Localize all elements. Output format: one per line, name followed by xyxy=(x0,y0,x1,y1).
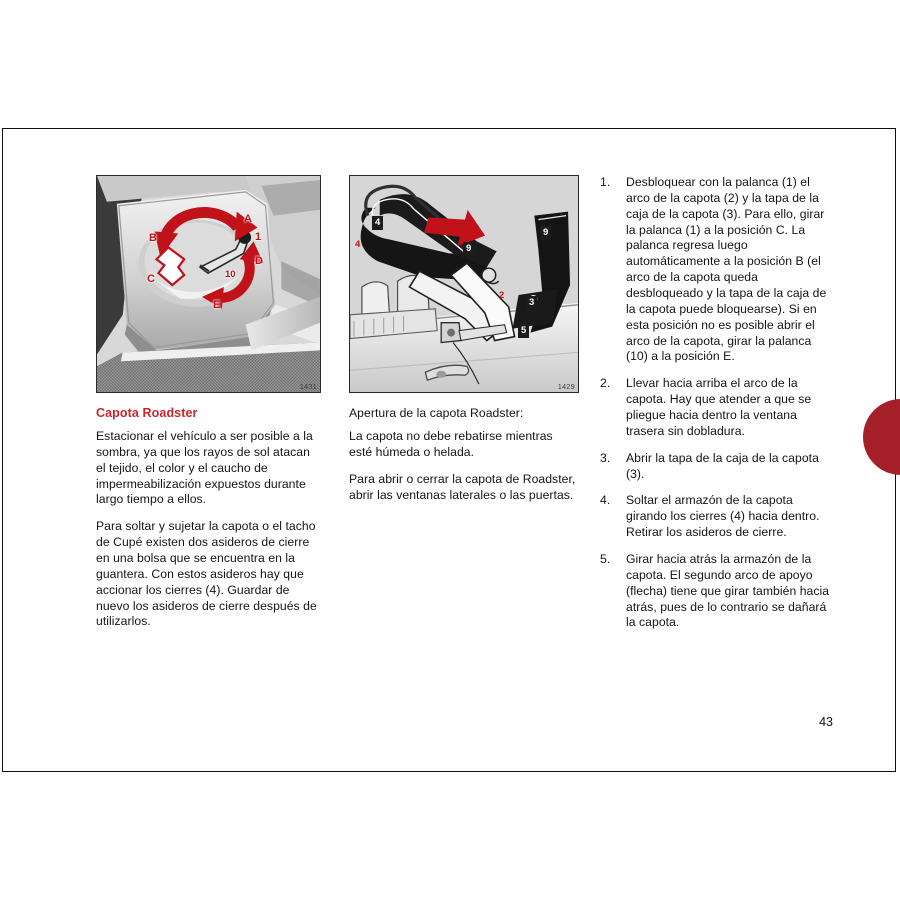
step-number-2: 2. xyxy=(600,376,611,391)
step-text-5: Girar hacia atrás la armazón de la capota. El segundo arco de apoyo (flecha) tiene que girar también hacia atrás, pues de lo contrario se dañará la capota. xyxy=(626,552,830,630)
figure-rotary-lever-panel xyxy=(96,175,321,393)
callout-c: C xyxy=(147,273,155,285)
figure-convertible-top-frame xyxy=(349,175,579,393)
figure-middle-illustration xyxy=(350,176,578,392)
step-text-2: Llevar hacia arriba el arco de la capota. Hay que atender a que se pliegue hacia dentro la ventana trasera sin dobladura. xyxy=(626,376,812,438)
manual-page-sheet xyxy=(2,128,896,772)
figure-left-illustration xyxy=(97,176,320,392)
callout-4a: 4 xyxy=(372,216,383,230)
procedure-step-2 xyxy=(600,376,832,439)
callout-1: 1 xyxy=(255,231,262,243)
middle-paragraph-2: Para abrir o cerrar la capota de Roadster, abrir las ventanas laterales o las puertas. xyxy=(349,471,576,502)
thumb-index-tab xyxy=(863,399,900,475)
step-number-1: 1. xyxy=(600,175,611,189)
column-right xyxy=(600,175,832,642)
step-text-3: Abrir la tapa de la caja de la capota (3). xyxy=(626,450,819,481)
column-left xyxy=(96,175,321,641)
step-number-3: 3. xyxy=(600,450,611,465)
procedure-steps-list xyxy=(600,175,832,631)
callout-b: B xyxy=(149,232,157,244)
callout-10: 10 xyxy=(225,269,236,280)
callout-e: E xyxy=(213,299,221,311)
callout-d: D xyxy=(255,255,263,267)
callout-2: 2 xyxy=(499,290,505,301)
procedure-step-1 xyxy=(600,175,832,365)
callout-9a: 9 xyxy=(463,242,474,256)
step-text-1: Desbloquear con la palanca (1) el arco de la capota (2) y la tapa de la caja de la capota (3). Para ello, girar la palanca (1) a la posición C. La palanca regresa luego automáticamente a la posición B (el arco de la capota queda desbloqueado y la tapa de la caja de la capota puede bloquearse). Si en esta posición no es posible abrir el arco de la capota, girar la palanca (10) a la posición E. xyxy=(626,175,827,364)
procedure-step-4 xyxy=(600,493,832,541)
column-middle xyxy=(349,175,579,514)
callout-9b: 9 xyxy=(540,226,551,240)
figure-number-middle: 1429 xyxy=(557,384,575,391)
step-text-4: Soltar el armazón de la capota girando los cierres (4) hacia dentro. Retirar los asideros de cierre. xyxy=(626,493,820,540)
callout-5: 5 xyxy=(518,324,529,338)
step-number-4: 4. xyxy=(600,493,611,508)
middle-paragraph-1: La capota no debe rebatirse mientras esté húmeda o helada. xyxy=(349,429,553,459)
callout-4b: 4 xyxy=(355,239,361,250)
middle-column-heading: Apertura de la capota Roadster: xyxy=(349,406,524,420)
callout-a: A xyxy=(244,213,252,225)
callout-3: 3 xyxy=(526,296,537,310)
step-number-5: 5. xyxy=(600,552,611,567)
left-column-heading: Capota Roadster xyxy=(96,406,198,420)
page-number: 43 xyxy=(819,715,833,729)
procedure-step-5 xyxy=(600,552,832,631)
left-paragraph-2: Para soltar y sujetar la capota o el tacho de Cupé existen dos asideros de cierre en una bolsa que se encuentra en la guantera. Con estos asideros hay que accionar los cierres (4). Guardar de nuevo los asideros de cierre después de utilizarlos. xyxy=(96,519,317,629)
procedure-step-3 xyxy=(600,451,832,483)
left-paragraph-1: Estacionar el vehículo a ser posible a la sombra, ya que los rayos de sol atacan el tejido, el color y el caucho de impermeabilización expuestos durante largo tiempo a ellos. xyxy=(96,429,313,507)
figure-number-left: 1431 xyxy=(299,384,317,391)
